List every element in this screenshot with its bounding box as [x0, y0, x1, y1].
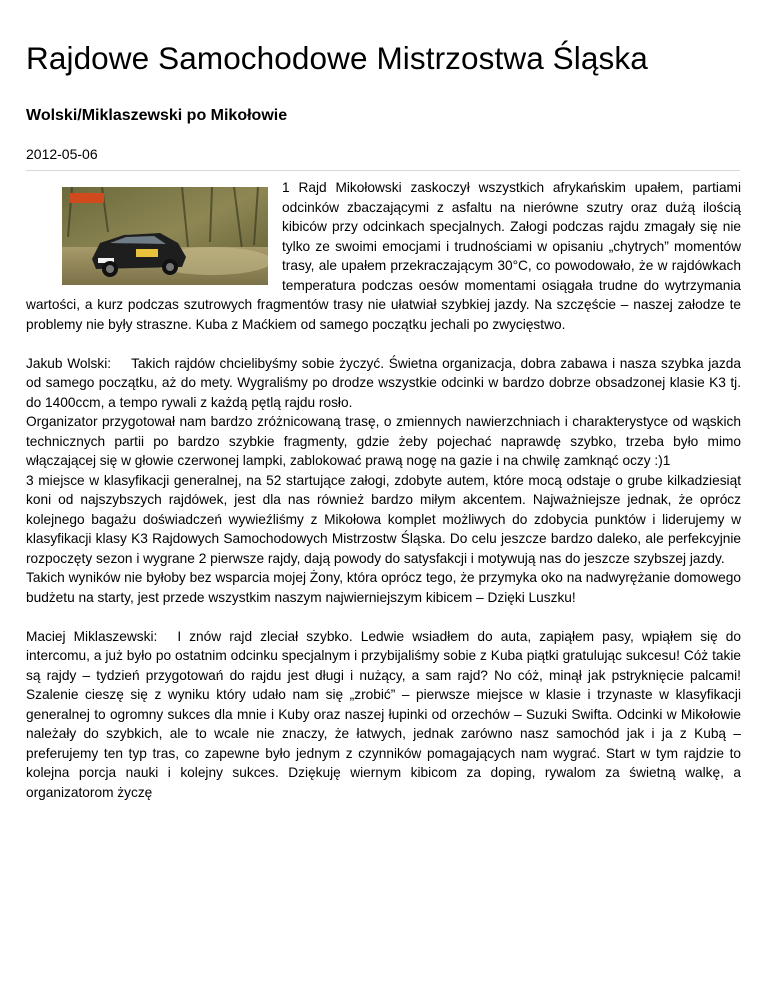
- miklaszewski-paragraph-1: [26, 627, 741, 803]
- article-title: Wolski/Miklaszewski po Mikołowie: [26, 107, 288, 124]
- wolski-paragraph-1: [26, 354, 741, 413]
- speaker-miklaszewski: Maciej Miklaszewski:: [26, 628, 158, 644]
- wolski-paragraph-3: 3 miejsce w klasyfikacji generalnej, na 52 startujące załogi, zdobyte autem, które mocą odstaje o grube kilkadziesiąt koni od najszybszych rajdówek, jest dla nas również bardzo miłym akcentem. Najważniejsze jednak, że oprócz kolejnego bagażu doświadczeń wywieźliśmy z Mikołowa komplet możliwych do zdobycia punktów i liderujemy w klasyfikacji klasy K3 Rajdowych Samochodowych Mistrzostw Śląska. Do celu jeszcze bardzo daleko, ale perfekcyjnie rozpoczęty sezon i wygrane 2 pierwsze rajdy, dają powody do satysfakcji i motywują nas do jeszcze szybszej jazdy.: [26, 472, 741, 566]
- speaker-wolski: Jakub Wolski:: [26, 355, 112, 371]
- intro-paragraph: 1 Rajd Mikołowski zaskoczył wszystkich afrykańskim upałem, partiami odcinków zbaczającymi z asfaltu na nierówne szutry oraz dużą ilością kibiców przy odcinkach specjalnych. Załogi podczas rajdu zmagały się nie tylko ze swoimi emocjami i trudnościami w opisaniu „chytrych” momentów trasy, ale upałem przekraczającym 30°C, co powodowało, że w rajdówkach temperatura podczas oesów momentami osiągała trudne do wytrzymania wartości, a kurz podczas szutrowych fragmentów trasy nie ułatwiał szybkiej jazdy. Na szczęście – naszej załodze te problemy nie były straszne. Kuba z Maćkiem od samego początku jechali po zwycięstwo.: [26, 180, 741, 332]
- article-date: 2012-05-06: [26, 146, 98, 162]
- wolski-paragraph-2: Organizator przygotował nam bardzo zróżnicowaną trasę, o zmiennych nawierzchniach i charakterystyce od wąskich technicznych partii po bardzo szybkie fragmenty, gdzie żeby pojechać naprawdę szybko, trzeba było mimo włączającej się w głowie czerwonej lampki, zablokować prawą nogę na gazie i na chwilę zamknąć oczy :)1: [26, 414, 741, 468]
- article-body: [26, 178, 741, 802]
- wolski-paragraph-4: Takich wyników nie byłoby bez wsparcia mojej Żony, która oprócz tego, że przymyka oko na nadwyrężanie domowego budżetu na starty, jest przede wszystkim naszym najwierniejszym kibicem – Dzięki Luszku!: [26, 570, 741, 605]
- rally-car-photo: [62, 187, 268, 285]
- site-title: Rajdowe Samochodowe Mistrzostwa Śląska: [26, 40, 648, 76]
- miklaszewski-text-1: I znów rajd zleciał szybko. Ledwie wsiadłem do auta, zapiąłem pasy, wpiąłem się do intercomu, a już było po ostatnim odcinku specjalnym i przybijaliśmy sobie z Kuba piątki gratulując sukcesu! Cóż takie są rajdy – tydzień przygotowań do rajdu jest długi i nużący, a sam rajd? No cóż, minął jak pstryknięcie palcami! Szalenie cieszę się z wyniku który udało nam się „zrobić” – pierwsze miejsce w klasie i trzynaste w klasyfikacji generalnej to ogromny sukces dla mnie i Kuby oraz naszej łupinki od orzechów – Suzuki Swifta. Odcinki w Mikołowie należały do szybkich, ale to wcale nie znaczy, że łatwych, jednak zarówno nasz samochód jak i ja z Kubą – preferujemy ten typ tras, co zapewne było jednym z czynników pomagających nam wygrać. Start w tym rajdzie to kolejna porcja nauki i kolejny sukces. Dziękuję wiernym kibicom za doping, rywalom za świetną walkę, a organizatorom życzę: [26, 628, 742, 800]
- wolski-text-1: Takich rajdów chcielibyśmy sobie życzyć. Świetna organizacja, dobra zabawa i nasza szybka jazda od samego początku, aż do mety. Wygraliśmy po drodze wszystkie odcinki w bardzo dobrze obsadzonej klasie K3 tj. do 1400ccm, a tempo rywali z każdą pętlą rajdu rosło.: [26, 355, 741, 410]
- rally-car-image: [62, 187, 268, 285]
- divider: [26, 170, 740, 171]
